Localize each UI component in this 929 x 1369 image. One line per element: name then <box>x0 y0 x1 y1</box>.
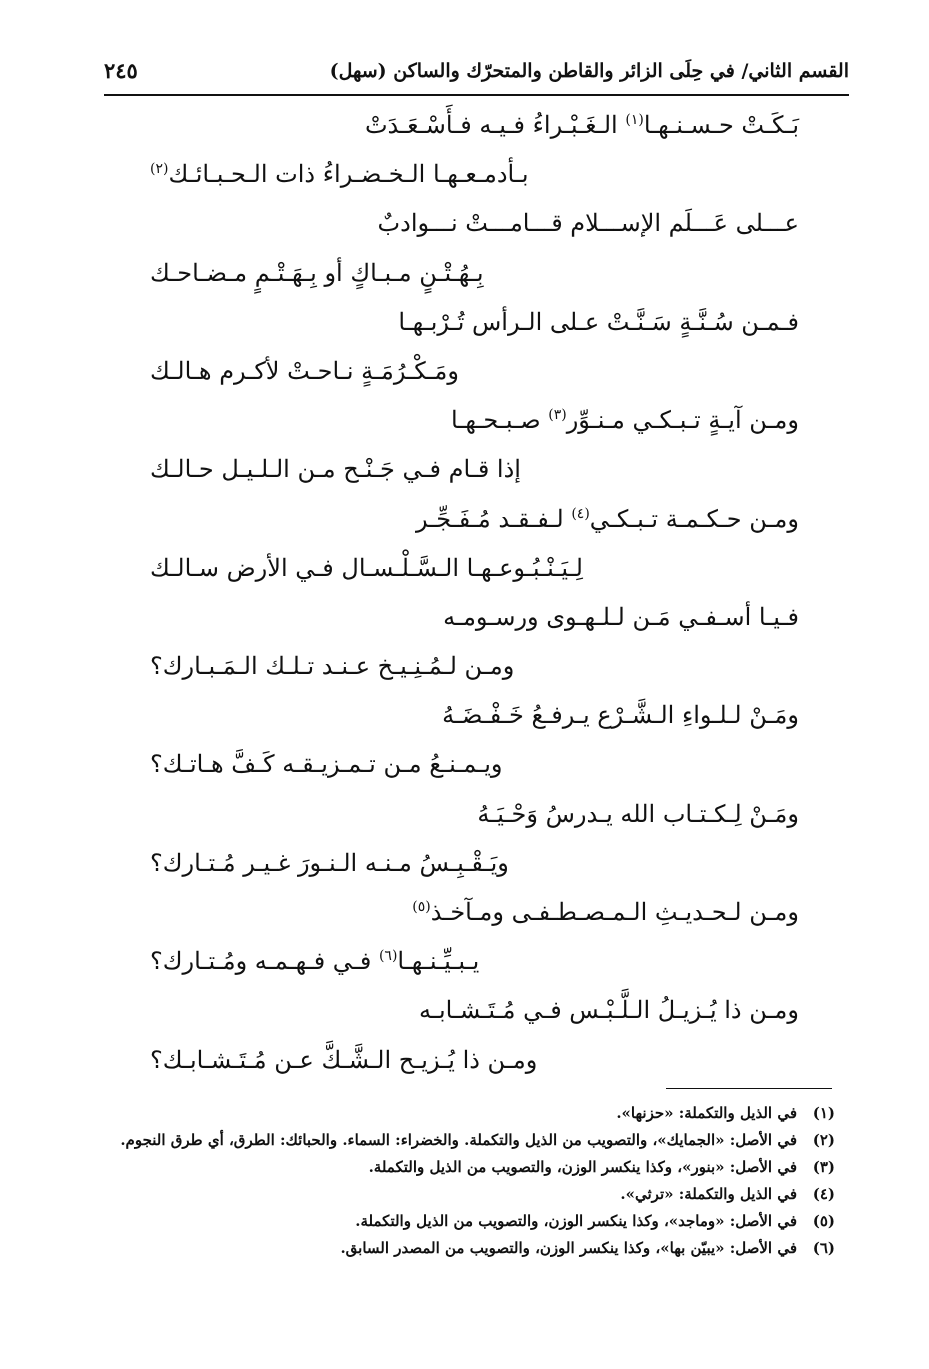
poem-line-text <box>378 198 799 248</box>
footnote-number: (٥) <box>812 1212 835 1230</box>
poem-line-text <box>443 592 799 642</box>
footnote <box>100 1100 835 1127</box>
poem-line-text <box>150 149 529 199</box>
footnote <box>100 1235 835 1262</box>
poem-line-text <box>451 395 799 445</box>
poem-line <box>150 198 799 247</box>
poem-line-main: لِـيَـنْـبُـوعـهـا الـسَّـلْـسـال فـي الأرض سـالـك <box>150 553 583 582</box>
footnote-text: في الأصل: «وماجد»، وكذا ينكسر الوزن، والتصويب من الذيل والتكملة. <box>355 1212 797 1230</box>
poem-line <box>150 690 799 739</box>
footnote-text: في الأصل: «بنور»، وكذا ينكسر الوزن، والتصويب من الذيل والتكملة. <box>368 1158 797 1176</box>
footnote-number: (٦) <box>812 1239 835 1257</box>
poem-line-text <box>150 248 484 298</box>
running-head <box>104 54 849 96</box>
footnote <box>100 1181 835 1208</box>
poem-line-main: ومَـنْ لـلـواءِ الـشَّـرْع يـرفـعُ خَـفْـضَـهُ <box>442 701 799 730</box>
poem-line-main: ومـن آيـةٍ تـبـكـي مـنـوِّر <box>566 406 799 435</box>
footnote-marker: (٢) <box>150 161 169 178</box>
poem-line <box>150 297 799 346</box>
footnotes <box>100 1100 835 1262</box>
poem-line-main: إذا قـام فـي جَـنْـح مـن الـلـيـل حـالـك <box>150 455 521 484</box>
poem-line-text <box>419 985 799 1035</box>
running-title: القسم الثاني/ في حِلَى الزائر والقاطن والمتحرّك والساكن (سهل) <box>329 60 849 82</box>
poem-line <box>150 985 799 1034</box>
poem-line-main: ومَـكْـرُمَـةٍ نـاحـتْ لأكـرم هـالـك <box>150 356 459 385</box>
poem-line-main: فـمـن سُـنَّـةٍ سَـنَّـتْ عـلى الـرأس تُـرْبـهـا <box>398 307 799 336</box>
footnote-text: في الذيل والتكملة: «ترثي». <box>620 1185 797 1203</box>
poem-line-rest: صـبـحـهـا <box>450 406 549 435</box>
footnote-marker: (٥) <box>412 899 431 915</box>
poem-line-main: ويـمـنـعُ مـن تـمـزيـقـه كَـفَّ هـاتـك؟ <box>150 750 503 779</box>
poem-line <box>150 641 799 690</box>
poem-line-main: ويَـقْـبِـسُ مـنـه الـنـورَ غـيـر مُـتـارك؟ <box>150 848 509 877</box>
poem-line <box>150 739 799 788</box>
footnote-text: في الأصل: «الجمايك»، والتصويب من الذيل والتكملة. والخضراء: السماء. والحبائك: الطرق، أي طرق النجوم. <box>120 1131 797 1149</box>
poem-line <box>150 248 799 297</box>
footnote-text: في الذيل والتكملة: «حزنها». <box>616 1104 797 1122</box>
poem-line <box>150 592 799 641</box>
poem-line <box>150 887 799 936</box>
poem-line-text <box>150 1035 537 1085</box>
footnote-number: (١) <box>812 1104 835 1122</box>
poem-line <box>150 789 799 838</box>
poem-line-text <box>398 297 799 347</box>
footnote-separator <box>666 1088 832 1089</box>
poem <box>150 100 799 1084</box>
poem-line-text <box>150 838 509 888</box>
poem-line-text <box>150 346 459 396</box>
footnote-number: (٤) <box>812 1185 835 1203</box>
footnote-number: (٣) <box>812 1158 835 1176</box>
footnote-marker: (٤) <box>571 505 590 522</box>
poem-line-text <box>150 739 503 789</box>
poem-line-main: بـأدمـعـهـا الـخـضـراءُ ذات الـحـبـائـك <box>168 160 529 189</box>
poem-line-rest: الـغَـبْـراءُ فـيـه فـأَسْـعَـدَتْ <box>364 111 626 139</box>
poem-line <box>150 838 799 887</box>
footnote-marker: (١) <box>625 112 644 128</box>
poem-line-text <box>150 444 521 494</box>
footnote <box>100 1127 835 1154</box>
poem-line <box>150 100 799 149</box>
poem-line-main: بَـكَـتْ حـسـنـهـا <box>643 111 799 139</box>
poem-line <box>150 149 799 198</box>
poem-line <box>150 346 799 395</box>
footnote <box>100 1208 835 1235</box>
poem-line-main: بِـهُـتْـنٍ مـبـاكٍ أو بِـهَـتْـمٍ مـضـاحـك <box>150 258 484 287</box>
footnote <box>100 1154 835 1181</box>
poem-line-text <box>150 543 583 593</box>
footnote-text: في الأصل: «يبيّن بها»، وكذا ينكسر الوزن، والتصويب من المصدر السابق. <box>340 1239 797 1257</box>
poem-line-main: ومـن لـمُـنِـيـخ عـنـد تـلـك الـمَـبـارك؟ <box>150 652 515 681</box>
page-number: ٢٤٥ <box>104 58 138 83</box>
footnote-marker: (٣) <box>548 407 567 424</box>
poem-line-rest: لـفـقـد مُـفَـجِّـر <box>415 504 572 533</box>
poem-line <box>150 936 799 985</box>
poem-line-main: ومـن ذا يُـزيـح الـشَّـكَّ عـن مُـتَـشـابـك؟ <box>150 1045 538 1074</box>
poem-line-main: ومـن لـحـديـثِ الـمـصـطـفـى ومـآخـذ <box>430 898 799 926</box>
poem-line-main: يـبـيِّـنـهـا <box>397 947 480 976</box>
poem-line-main: عـــلى عَـــلَم الإســـلام قـــامـــتْ نـــوادبٌ <box>377 209 799 238</box>
poem-line-text <box>150 936 479 986</box>
poem-line <box>150 444 799 493</box>
poem-line <box>150 494 799 543</box>
footnote-marker: (٦) <box>378 948 398 965</box>
poem-line-text <box>416 494 799 544</box>
poem-line-text <box>150 641 514 691</box>
poem-line-main: ومَـنْ لِـكـتـاب الله يـدرسُ وَحْـيَـهُ <box>477 799 799 828</box>
poem-line-text <box>365 100 799 150</box>
poem-line <box>150 543 799 592</box>
poem-line-text <box>477 789 799 839</box>
footnote-number: (٢) <box>812 1131 835 1149</box>
poem-line-main: ومـن حـكـمـة تـبـكـي <box>589 504 799 533</box>
poem-line-text <box>412 887 799 937</box>
poem-line-rest: فـي فـهـمـه ومُـتـارك؟ <box>150 947 379 976</box>
poem-line <box>150 1035 799 1084</box>
poem-line-main: ومـن ذا يُـزيـلُ الـلَّـبْـس فـي مُـتَـشـابـه <box>419 996 799 1025</box>
poem-line-main: فـيـا أسـفـي مَـن لـلـهـوى ورسـومـه <box>443 602 799 631</box>
poem-line-text <box>442 690 799 740</box>
poem-line <box>150 395 799 444</box>
